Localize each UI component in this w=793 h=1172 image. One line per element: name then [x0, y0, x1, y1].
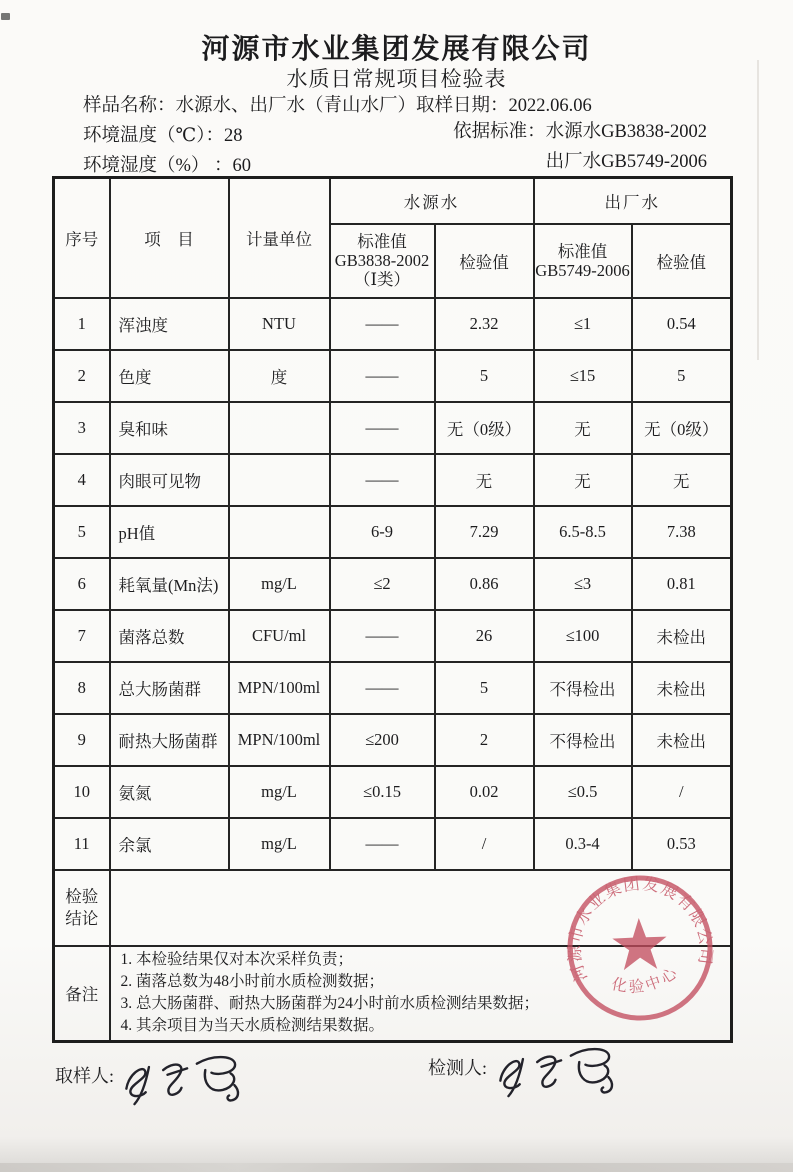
table-row	[54, 818, 732, 870]
cell-src_std: ≤0.15	[330, 766, 435, 818]
cell-src_val: /	[435, 818, 534, 870]
header-unit: 计量单位	[229, 178, 330, 298]
cell-item: 总大肠菌群	[110, 662, 229, 714]
cell-unit: mg/L	[229, 558, 330, 610]
cell-src_val: 2.32	[435, 298, 534, 350]
cell-unit: mg/L	[229, 766, 330, 818]
source-standard-line2: GB3838-2002	[334, 251, 430, 270]
cell-item: 余氯	[110, 818, 229, 870]
cell-no: 9	[54, 714, 110, 766]
paper-edge-shadow	[757, 60, 759, 360]
cell-out_std: 6.5-8.5	[534, 506, 632, 558]
table-header-row-groups	[54, 178, 732, 224]
header-source-water-group: 水源水	[330, 178, 534, 224]
header-item: 项 目	[110, 178, 229, 298]
cell-out_std: 无	[534, 402, 632, 454]
standard-line-finished	[453, 147, 707, 177]
cell-unit: mg/L	[229, 818, 330, 870]
cell-item: 耗氧量(Mn法)	[110, 558, 229, 610]
cell-out_std: 不得检出	[534, 714, 632, 766]
cell-out_val: 无（0级）	[632, 402, 732, 454]
standard-line-source	[453, 117, 707, 147]
cell-out_val: /	[632, 766, 732, 818]
header-finished-test-value: 检验值	[632, 224, 732, 298]
cell-out_val: 无	[632, 454, 732, 506]
cell-item: 菌落总数	[110, 610, 229, 662]
header-source-test-value: 检验值	[435, 224, 534, 298]
cell-src_std: ——	[330, 402, 435, 454]
remarks-label: 备注	[54, 946, 110, 1042]
cell-no: 3	[54, 402, 110, 454]
remark-line-3: 3. 总大肠菌群、耐热大肠菌群为24小时前水质检测结果数据；	[120, 995, 540, 1013]
cell-item: 色度	[110, 350, 229, 402]
cell-src_std: ——	[330, 818, 435, 870]
sampler-label: 取样人:	[55, 1066, 115, 1086]
remark-line-4: 4. 其余项目为当天水质检测结果数据。	[120, 1017, 385, 1035]
cell-out_val: 5	[632, 350, 732, 402]
table-row	[54, 298, 732, 350]
finished-standard-line1: 标准值	[557, 241, 608, 261]
cell-item: 耐热大肠菌群	[110, 714, 229, 766]
cell-out_std: ≤15	[534, 350, 632, 402]
table-row	[54, 402, 732, 454]
cell-unit: MPN/100ml	[229, 662, 330, 714]
cell-item: 浑浊度	[110, 298, 229, 350]
sample-name-label: 样品名称：	[83, 96, 176, 116]
seal-star-icon	[612, 917, 668, 970]
company-seal-stamp	[547, 855, 732, 1040]
table-row	[54, 714, 732, 766]
cell-item: pH值	[110, 506, 229, 558]
cell-out_std: 无	[534, 454, 632, 506]
standards-block	[453, 117, 707, 177]
source-standard-line1: 标准值	[357, 232, 407, 251]
cell-out_std: ≤1	[534, 298, 632, 350]
cell-src_val: 0.02	[435, 766, 534, 818]
cell-src_val: 5	[435, 662, 534, 714]
finished-standard-line2: GB5749-2006	[535, 260, 630, 280]
cell-no: 5	[54, 506, 110, 558]
conclusion-label	[54, 870, 110, 946]
header-source-standard	[330, 224, 435, 298]
env-humidity-line	[83, 151, 251, 177]
cell-out_std: 不得检出	[534, 662, 632, 714]
table-row	[54, 350, 732, 402]
cell-unit: MPN/100ml	[229, 714, 330, 766]
cell-out_std: 0.3-4	[534, 818, 632, 870]
cell-out_val: 未检出	[632, 714, 732, 766]
cell-out_val: 0.81	[632, 558, 732, 610]
photo-bottom-edge	[0, 1163, 793, 1172]
sample-name-value: 水源水、出厂水（青山水厂）	[175, 96, 417, 116]
cell-no: 11	[54, 818, 110, 870]
cell-no: 4	[54, 454, 110, 506]
cell-out_val: 0.53	[632, 818, 732, 870]
cell-src_std: ——	[330, 350, 435, 402]
table-row	[54, 558, 732, 610]
cell-no: 1	[54, 298, 110, 350]
cell-no: 7	[54, 610, 110, 662]
sampling-date-value: 2022.06.06	[508, 96, 592, 116]
cell-out_std: ≤3	[534, 558, 632, 610]
source-standard-line3: （Ⅰ类）	[353, 270, 411, 289]
company-title: 河源市水业集团发展有限公司	[201, 34, 592, 65]
cell-src_std: 6-9	[330, 506, 435, 558]
cell-src_std: ——	[330, 610, 435, 662]
cell-unit: 度	[229, 350, 330, 402]
env-temp-value: 28	[223, 126, 243, 146]
photo-artifact-mark	[1, 13, 10, 20]
cell-unit	[229, 454, 330, 506]
header-no: 序号	[54, 178, 110, 298]
cell-item: 氨氮	[110, 766, 229, 818]
cell-no: 10	[54, 766, 110, 818]
env-humidity-value: 60	[232, 156, 252, 176]
cell-src_val: 无（0级）	[435, 402, 534, 454]
signature-tester	[490, 1033, 645, 1113]
cell-src_std: ——	[330, 454, 435, 506]
header-finished-water-group: 出厂水	[534, 178, 732, 224]
env-humidity-label: 环境湿度（%） ：	[83, 156, 233, 176]
cell-src_val: 2	[435, 714, 534, 766]
cell-out_val: 0.54	[632, 298, 732, 350]
standard-finished-value: 出厂水GB5749-2006	[545, 152, 707, 172]
cell-out_std: ≤100	[534, 610, 632, 662]
report-subtitle: 水质日常规项目检验表	[286, 67, 507, 91]
seal-center-text: 化验中心	[610, 963, 683, 997]
env-temp-label: 环境温度（℃）：	[83, 126, 224, 146]
conclusion-label-line1: 检验	[65, 886, 99, 906]
cell-src_std: ≤200	[330, 714, 435, 766]
remark-line-1: 1. 本检验结果仅对本次采样负责；	[120, 951, 354, 969]
cell-out_std: ≤0.5	[534, 766, 632, 818]
signature-sampler	[116, 1041, 271, 1121]
table-row	[54, 662, 732, 714]
table-row	[54, 454, 732, 506]
cell-out_val: 未检出	[632, 610, 732, 662]
conclusion-label-line2: 结论	[65, 908, 99, 928]
table-row	[54, 506, 732, 558]
cell-src_std: ≤2	[330, 558, 435, 610]
env-temp-line	[83, 121, 242, 147]
cell-item: 臭和味	[110, 402, 229, 454]
sample-info-line	[83, 91, 592, 117]
cell-src_std: ——	[330, 662, 435, 714]
remark-line-2: 2. 菌落总数为48小时前水质检测数据；	[120, 973, 385, 991]
cell-src_val: 5	[435, 350, 534, 402]
cell-no: 8	[54, 662, 110, 714]
cell-unit	[229, 402, 330, 454]
sampling-date-label: 取样日期：	[416, 96, 509, 116]
cell-unit	[229, 506, 330, 558]
standard-label: 依据标准：	[453, 122, 546, 142]
seal-svg	[547, 855, 732, 1040]
cell-item: 肉眼可见物	[110, 454, 229, 506]
cell-src_val: 26	[435, 610, 534, 662]
cell-out_val: 7.38	[632, 506, 732, 558]
cell-src_std: ——	[330, 298, 435, 350]
header-finished-standard	[534, 224, 632, 298]
cell-src_val: 7.29	[435, 506, 534, 558]
tester-label: 检测人:	[428, 1058, 488, 1078]
cell-no: 2	[54, 350, 110, 402]
table-row	[54, 766, 732, 818]
standard-source-value: 水源水GB3838-2002	[545, 122, 707, 142]
cell-unit: CFU/ml	[229, 610, 330, 662]
cell-src_val: 无	[435, 454, 534, 506]
cell-src_val: 0.86	[435, 558, 534, 610]
signature-area	[0, 1050, 793, 1140]
cell-no: 6	[54, 558, 110, 610]
cell-out_val: 未检出	[632, 662, 732, 714]
cell-unit: NTU	[229, 298, 330, 350]
seal-company-text: 河源市水业集团发展有限公司	[564, 873, 716, 985]
table-row	[54, 610, 732, 662]
